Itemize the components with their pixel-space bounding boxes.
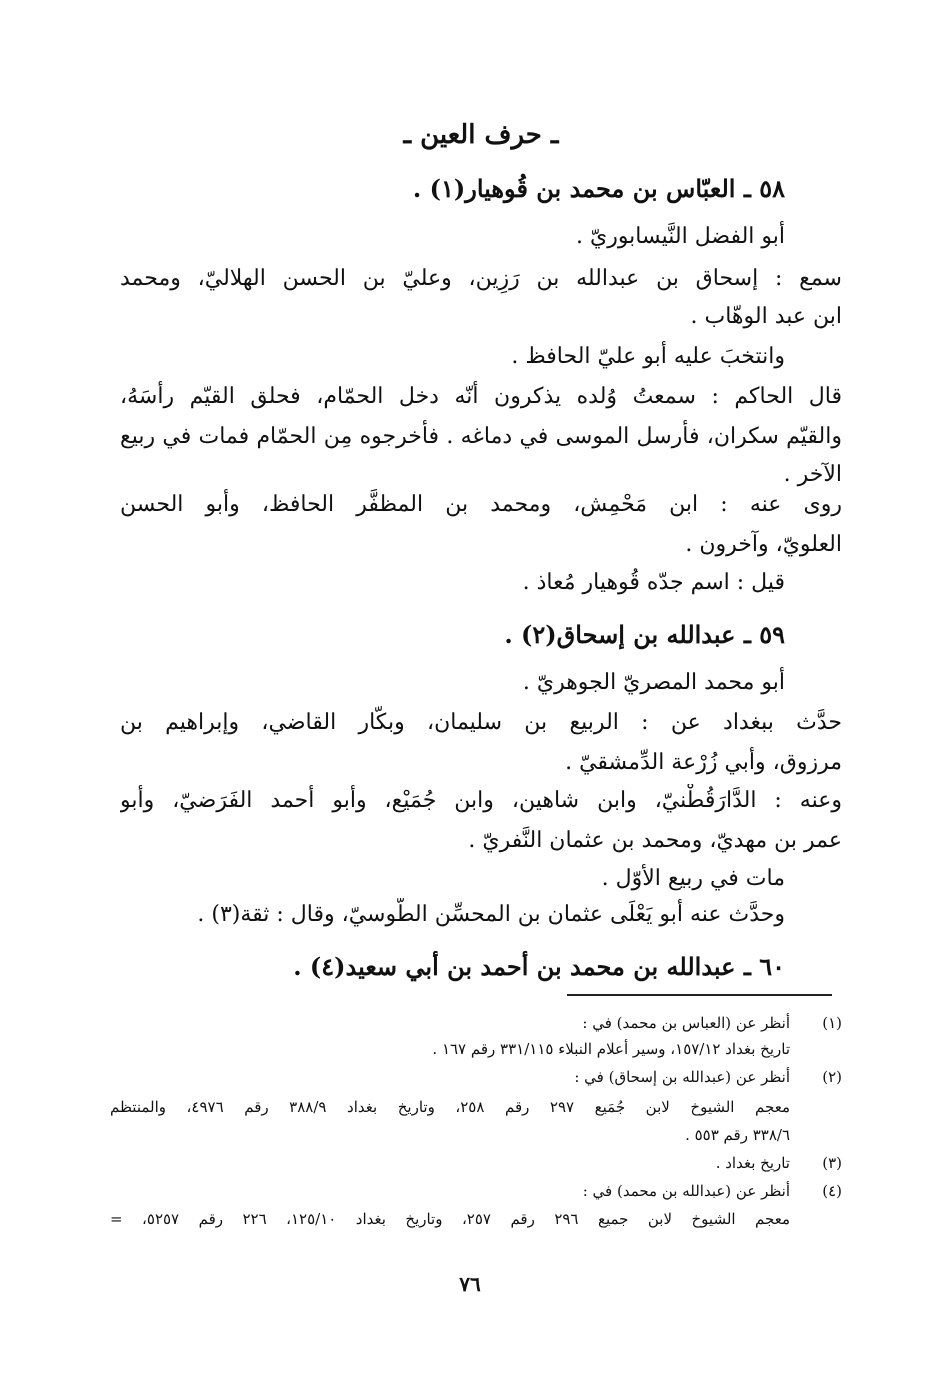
- footnote-2-source: معجم الشيوخ لابن جُمَيع ٢٩٧ رقم ٢٥٨، وتاريخ بغداد ٣٨٨/٩ رقم ٤٩٧٦، والمنتظم: [110, 1098, 790, 1116]
- footnote-3-number: (٣): [822, 1154, 842, 1172]
- entry-58-narrators: روى عنه : ابن مَحْمِش، ومحمد بن المظفَّر الحافظ، وأبو الحسن: [120, 492, 842, 517]
- footnote-2-text: أنظر عن (عبدالله بن إسحاق) في :: [574, 1068, 790, 1086]
- entry-58-narrators-cont: العلويّ، وآخرون .: [685, 532, 842, 557]
- entry-59-grading: وحدَّث عنه أبو يَعْلَى عثمان بن المحسِّن الطُّوسيّ، وقال : ثقة(٣) .: [197, 902, 785, 927]
- footnote-3-text: تاريخ بغداد .: [715, 1154, 790, 1172]
- entry-58-selection: وانتخبَ عليه أبو عليّ الحافظ .: [511, 344, 785, 369]
- footnote-4-number: (٤): [822, 1182, 842, 1200]
- entry-59-students-cont: عمر بن مهديّ، ومحمد بن عثمان النَّفريّ .: [468, 828, 842, 853]
- footnote-1-source: تاريخ بغداد ١٥٧/١٢، وسير أعلام النبلاء ٣٣١/١١٥ رقم ١٦٧ .: [432, 1040, 790, 1058]
- footnote-1-number: (١): [822, 1014, 842, 1032]
- footnote-4-source: معجم الشيوخ لابن جميع ٢٩٦ رقم ٢٥٧، وتاريخ بغداد ١٢٥/١٠، ٢٢٦ رقم ٥٢٥٧، =: [110, 1210, 790, 1228]
- entry-59-death: مات في ربيع الأوّل .: [601, 866, 785, 891]
- entry-58-hakim-quote: قال الحاكم : سمعتُ وُلده يذكرون أنّه دخل الحمّام، فحلق القيّم رأسَهُ،: [120, 384, 842, 409]
- entry-59-title: ٥٩ ـ عبدالله بن إسحاق(٢) .: [504, 620, 785, 649]
- entry-58-title: ٥٨ ـ العبّاس بن محمد بن قُوهيار(١) .: [412, 174, 785, 203]
- entry-58-kunya: أبو الفضل النَّيسابوريّ .: [575, 224, 785, 249]
- entry-59-students: وعنه : الدَّارَقُطْنيّ، وابن شاهين، وابن جُمَيْع، وأبو أحمد الفَرَضيّ، وأبو: [120, 788, 842, 813]
- entry-59-teachers: حدَّث ببغداد عن : الربيع بن سليمان، وبكّار القاضي، وإبراهيم بن: [120, 710, 842, 735]
- footnote-divider: [567, 994, 832, 996]
- entry-59-teachers-cont: مرزوق، وأبي زُرْعة الدِّمشقيّ .: [565, 750, 842, 775]
- footnote-2-source-cont: ٣٣٨/٦ رقم ٥٥٣ .: [685, 1126, 790, 1144]
- entry-59-kunya: أبو محمد المصريّ الجوهريّ .: [522, 670, 785, 695]
- entry-58-hakim-quote-end: الآخر .: [783, 462, 842, 487]
- entry-58-teachers: سمع : إسحاق بن عبدالله بن رَزِين، وعليّ بن الحسن الهلاليّ، ومحمد: [120, 266, 842, 291]
- section-heading: ـ حرف العين ـ: [403, 120, 559, 150]
- footnote-1-text: أنظر عن (العباس بن محمد) في :: [582, 1014, 790, 1032]
- footnote-4-text: أنظر عن (عبدالله بن محمد) في :: [582, 1182, 790, 1200]
- entry-60-title: ٦٠ ـ عبدالله بن محمد بن أحمد بن أبي سعيد(٤) .: [293, 952, 785, 981]
- page-number: ٧٦: [459, 1272, 481, 1296]
- entry-58-teachers-cont: ابن عبد الوهّاب .: [690, 304, 842, 329]
- entry-58-note: قيل : اسم جدّه قُوهيار مُعاذ .: [522, 570, 785, 595]
- footnote-2-number: (٢): [822, 1068, 842, 1086]
- entry-58-hakim-quote-cont: والقيّم سكران، فأرسل الموسى في دماغه . فأخرجوه مِن الحمّام فمات في ربيع: [120, 424, 842, 449]
